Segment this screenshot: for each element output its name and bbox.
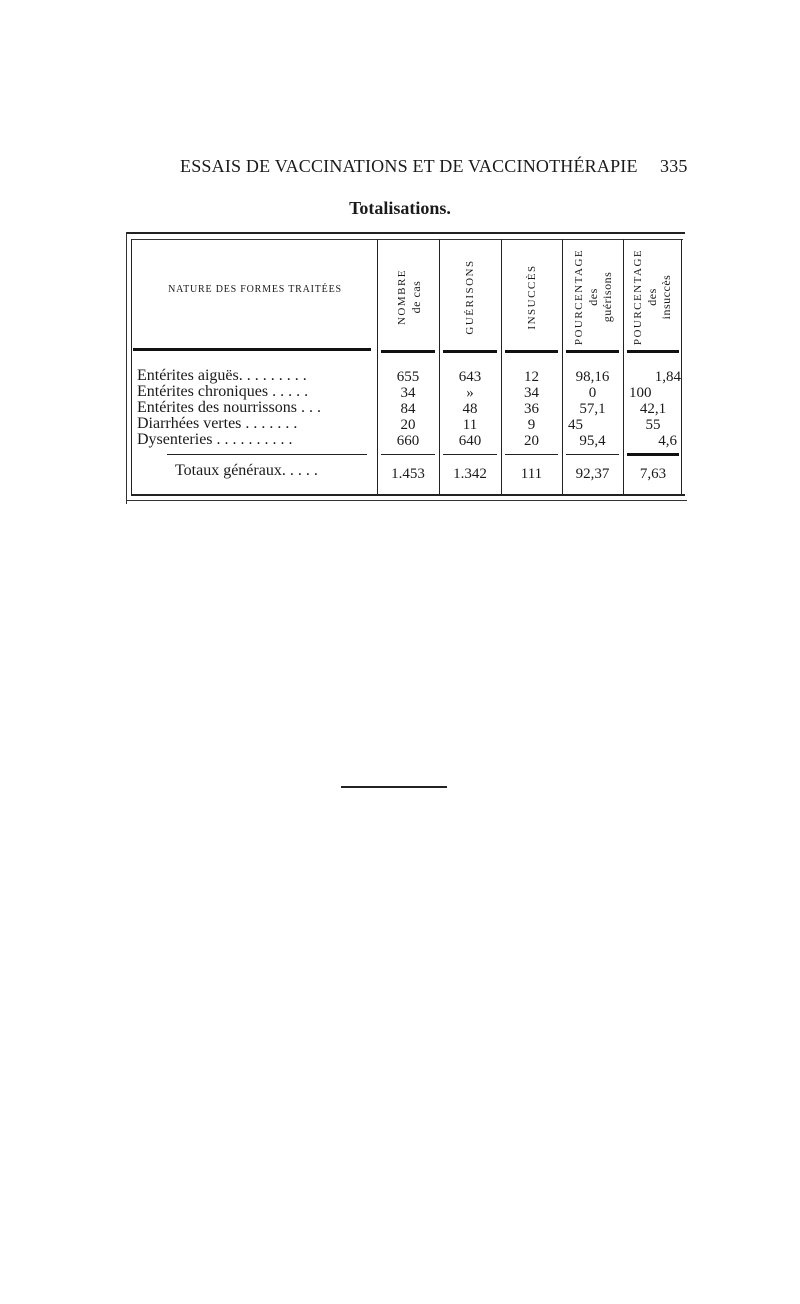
running-head-title: ESSAIS DE VACCINATIONS ET DE VACCINOTHÉRAPIE (180, 156, 638, 176)
cell-guerisons: 11 (462, 417, 478, 433)
cell-pct-guerisons: 45 (568, 417, 583, 433)
page-number: 335 (660, 156, 688, 176)
cell-pct-insucces: 42,1 (639, 401, 667, 417)
data-table (126, 232, 687, 504)
cell-pct-guerisons: 98,16 (575, 369, 610, 385)
table-top-rule (127, 232, 685, 234)
cell-nombre: 655 (396, 369, 420, 385)
totals-rule (167, 454, 367, 455)
header-pct-guerisons-line1: POURCENTAGE (573, 248, 585, 346)
cell-pct-insucces: 4,6 (658, 433, 677, 449)
total-pct-guerisons: 92,37 (575, 466, 610, 482)
column-divider (681, 239, 682, 494)
cell-guerisons: 640 (458, 433, 482, 449)
header-pct-insucces (628, 242, 676, 352)
row-label: Entérites des nourrissons . . . (137, 399, 321, 416)
row-label: Diarrhées vertes . . . . . . . (137, 415, 298, 432)
table-bottom-rule (131, 494, 685, 496)
header-pct-insucces-line3: insuccès (659, 274, 673, 320)
cell-nombre: 20 (400, 417, 416, 433)
cell-nombre: 84 (400, 401, 416, 417)
cell-insucces: 34 (524, 385, 539, 401)
header-insucces (522, 247, 542, 347)
cell-pct-guerisons: 0 (588, 385, 597, 401)
header-nature: NATURE DES FORMES TRAITÉES (168, 284, 342, 295)
column-divider (377, 239, 378, 494)
running-head (180, 156, 700, 182)
cell-nombre: 660 (396, 433, 420, 449)
header-pct-guerisons-line3: guérisons (600, 271, 614, 323)
totals-rule (381, 454, 435, 455)
table-bottom-rule-outer (127, 500, 687, 501)
section-end-rule (341, 786, 447, 788)
cell-insucces: 9 (527, 417, 536, 433)
total-nombre: 1.453 (391, 466, 425, 482)
cell-pct-guerisons: 95,4 (579, 433, 606, 449)
totals-rule (627, 453, 679, 456)
total-pct-insucces: 7,63 (639, 466, 667, 482)
totals-label: Totaux généraux. . . . . (175, 462, 318, 479)
header-rule (133, 348, 371, 351)
row-label: Entérites chroniques . . . . . (137, 383, 309, 400)
cell-pct-insucces: 55 (645, 417, 661, 433)
column-divider (623, 239, 624, 494)
cell-insucces: 12 (524, 369, 539, 385)
header-pct-guerisons-line2: des (586, 288, 600, 306)
column-divider (562, 239, 563, 494)
totals-rule (566, 454, 619, 455)
cell-insucces: 20 (524, 433, 539, 449)
header-nombre-line2: de cas (409, 280, 423, 314)
total-guerisons: 1.342 (453, 466, 487, 482)
header-pct-guerisons (569, 242, 617, 352)
column-divider (439, 239, 440, 494)
cell-guerisons: » (466, 385, 474, 401)
header-rule (505, 350, 558, 353)
header-nombre-line1: NOMBRE (396, 268, 408, 326)
table-top-rule-inner (131, 239, 683, 240)
cell-nombre: 34 (400, 385, 416, 401)
header-pct-insucces-line2: des (645, 288, 659, 306)
cell-pct-insucces: 1,84 (654, 369, 681, 385)
cell-guerisons: 48 (462, 401, 478, 417)
header-insucces-text: INSUCCÈS (526, 264, 538, 330)
cell-guerisons: 643 (458, 369, 482, 385)
header-rule (443, 350, 497, 353)
column-divider (501, 239, 502, 494)
column-divider (131, 239, 132, 494)
cell-pct-guerisons: 57,1 (579, 401, 606, 417)
header-nombre (392, 247, 426, 347)
cell-insucces: 36 (524, 401, 539, 417)
totals-rule (443, 454, 497, 455)
header-pct-insucces-line1: POURCENTAGE (632, 248, 644, 346)
row-label: Dysenteries . . . . . . . . . . (137, 431, 293, 448)
row-label: Entérites aiguës. . . . . . . . . (137, 367, 307, 384)
totals-rule (505, 454, 558, 455)
header-guerisons-text: GUÉRISONS (464, 259, 476, 335)
header-guerisons (460, 247, 480, 347)
total-insucces: 111 (520, 466, 543, 482)
cell-pct-insucces: 100 (629, 385, 652, 401)
header-rule (381, 350, 435, 353)
table-title: Totalisations. (349, 198, 451, 218)
